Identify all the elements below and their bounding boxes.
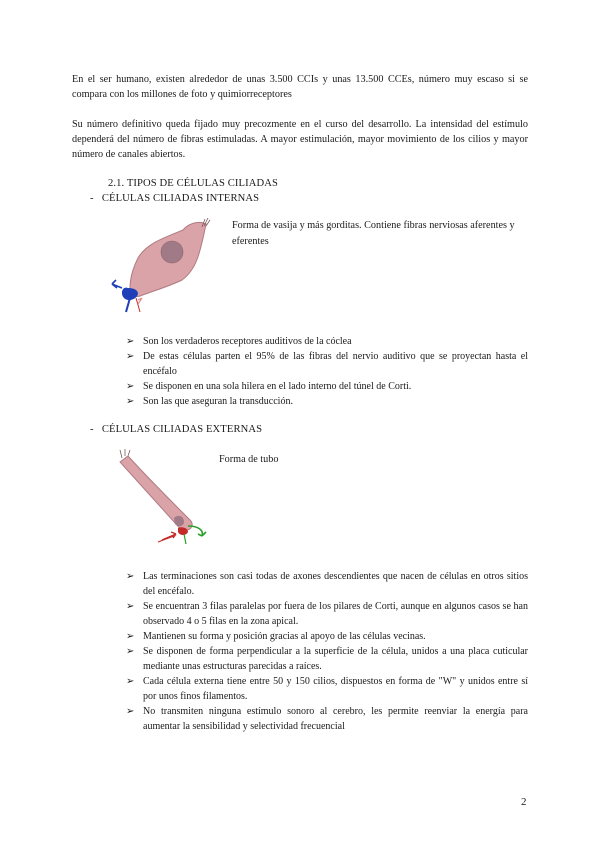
list-item: ➢ Se encuentran 3 filas paralelas por fuera de los pilares de Corti, aunque en algunos casos se han observado 4 o 5 filas en la zona apical. xyxy=(126,601,528,627)
afferent-arrow-icon xyxy=(112,280,122,288)
outer-hair-cell-illustration xyxy=(118,448,218,548)
arrow-bullet-icon: ➢ xyxy=(126,676,135,687)
arrow-bullet-icon: ➢ xyxy=(126,646,135,657)
list-item: ➢ Cada célula externa tiene entre 50 y 150 cilios, dispuestos en forma de "W" y unidos entre sí por unos finos filamentos. xyxy=(126,676,528,702)
heading-externas: - CÉLULAS CILIADAS EXTERNAS xyxy=(90,424,263,435)
arrow-bullet-icon: ➢ xyxy=(126,381,135,392)
internas-bullet-list xyxy=(126,334,528,409)
arrow-bullet-icon: ➢ xyxy=(126,351,135,362)
list-item: ➢ Se disponen en una sola hilera en el lado interno del túnel de Corti. xyxy=(126,381,412,392)
efferent-fiber xyxy=(136,298,140,312)
efferent-arrow-icon xyxy=(138,298,142,304)
arrow-bullet-icon: ➢ xyxy=(126,631,135,642)
externas-bullet-list xyxy=(126,569,528,734)
internas-caption: Forma de vasija y más gorditas. Contiene fibras nerviosas aferentes y eferentes xyxy=(232,220,515,247)
list-item: ➢ Las terminaciones son casi todas de axones descendientes que nacen de células en otros sitios del encéfalo. xyxy=(126,571,528,597)
arrow-bullet-icon: ➢ xyxy=(126,396,135,407)
arrow-bullet-icon: ➢ xyxy=(126,706,135,717)
section-title: 2.1. TIPOS DE CÉLULAS CILIADAS xyxy=(108,178,278,189)
externas-caption: Forma de tubo xyxy=(219,454,279,465)
arrow-bullet-icon: ➢ xyxy=(126,336,135,347)
heading-internas: - CÉLULAS CILIADAS INTERNAS xyxy=(90,193,260,204)
list-item: ➢ Son las que aseguran la transducción. xyxy=(126,396,293,407)
list-item: ➢ De estas células parten el 95% de las fibras del nervio auditivo que se proyectan hasta el encéfalo xyxy=(126,351,528,377)
intro-paragraph-1: En el ser humano, existen alrededor de unas 3.500 CCIs y unas 13.500 CCEs, número muy escaso si se compara con los millones de foto y quimiorreceptores xyxy=(72,74,528,100)
arrow-bullet-icon: ➢ xyxy=(126,571,135,582)
intro-paragraph-2: Su número definitivo queda fijado muy precozmente en el curso del desarrollo. La intensidad del estímulo dependerá del número de fibras estimuladas. A mayor estimulación, mayor movimiento de los cilios y mayor número de canales abiertos. xyxy=(72,119,528,160)
list-item: ➢ Son los verdaderos receptores auditivos de la cóclea xyxy=(126,336,352,347)
inner-cell-nucleus xyxy=(161,241,183,263)
afferent-arrow-icon xyxy=(184,534,186,544)
list-item: ➢ Se disponen de forma perpendicular a la superficie de la célula, unidos a una placa cuticular mediante unas estructuras parecidas a raíces. xyxy=(126,646,528,672)
efferent-fiber xyxy=(158,536,174,542)
arrow-bullet-icon: ➢ xyxy=(126,601,135,612)
afferent-fiber xyxy=(126,298,130,312)
list-item: ➢ No transmiten ninguna estímulo sonoro al cerebro, les permite reenviar la energía para aumentar la sensibilidad y selectividad frecuencial xyxy=(126,706,528,732)
inner-hair-cell-illustration xyxy=(108,214,218,314)
page-number: 2 xyxy=(521,796,527,808)
list-item: ➢ Mantienen su forma y posición gracias al apoyo de las células vecinas. xyxy=(126,631,426,642)
